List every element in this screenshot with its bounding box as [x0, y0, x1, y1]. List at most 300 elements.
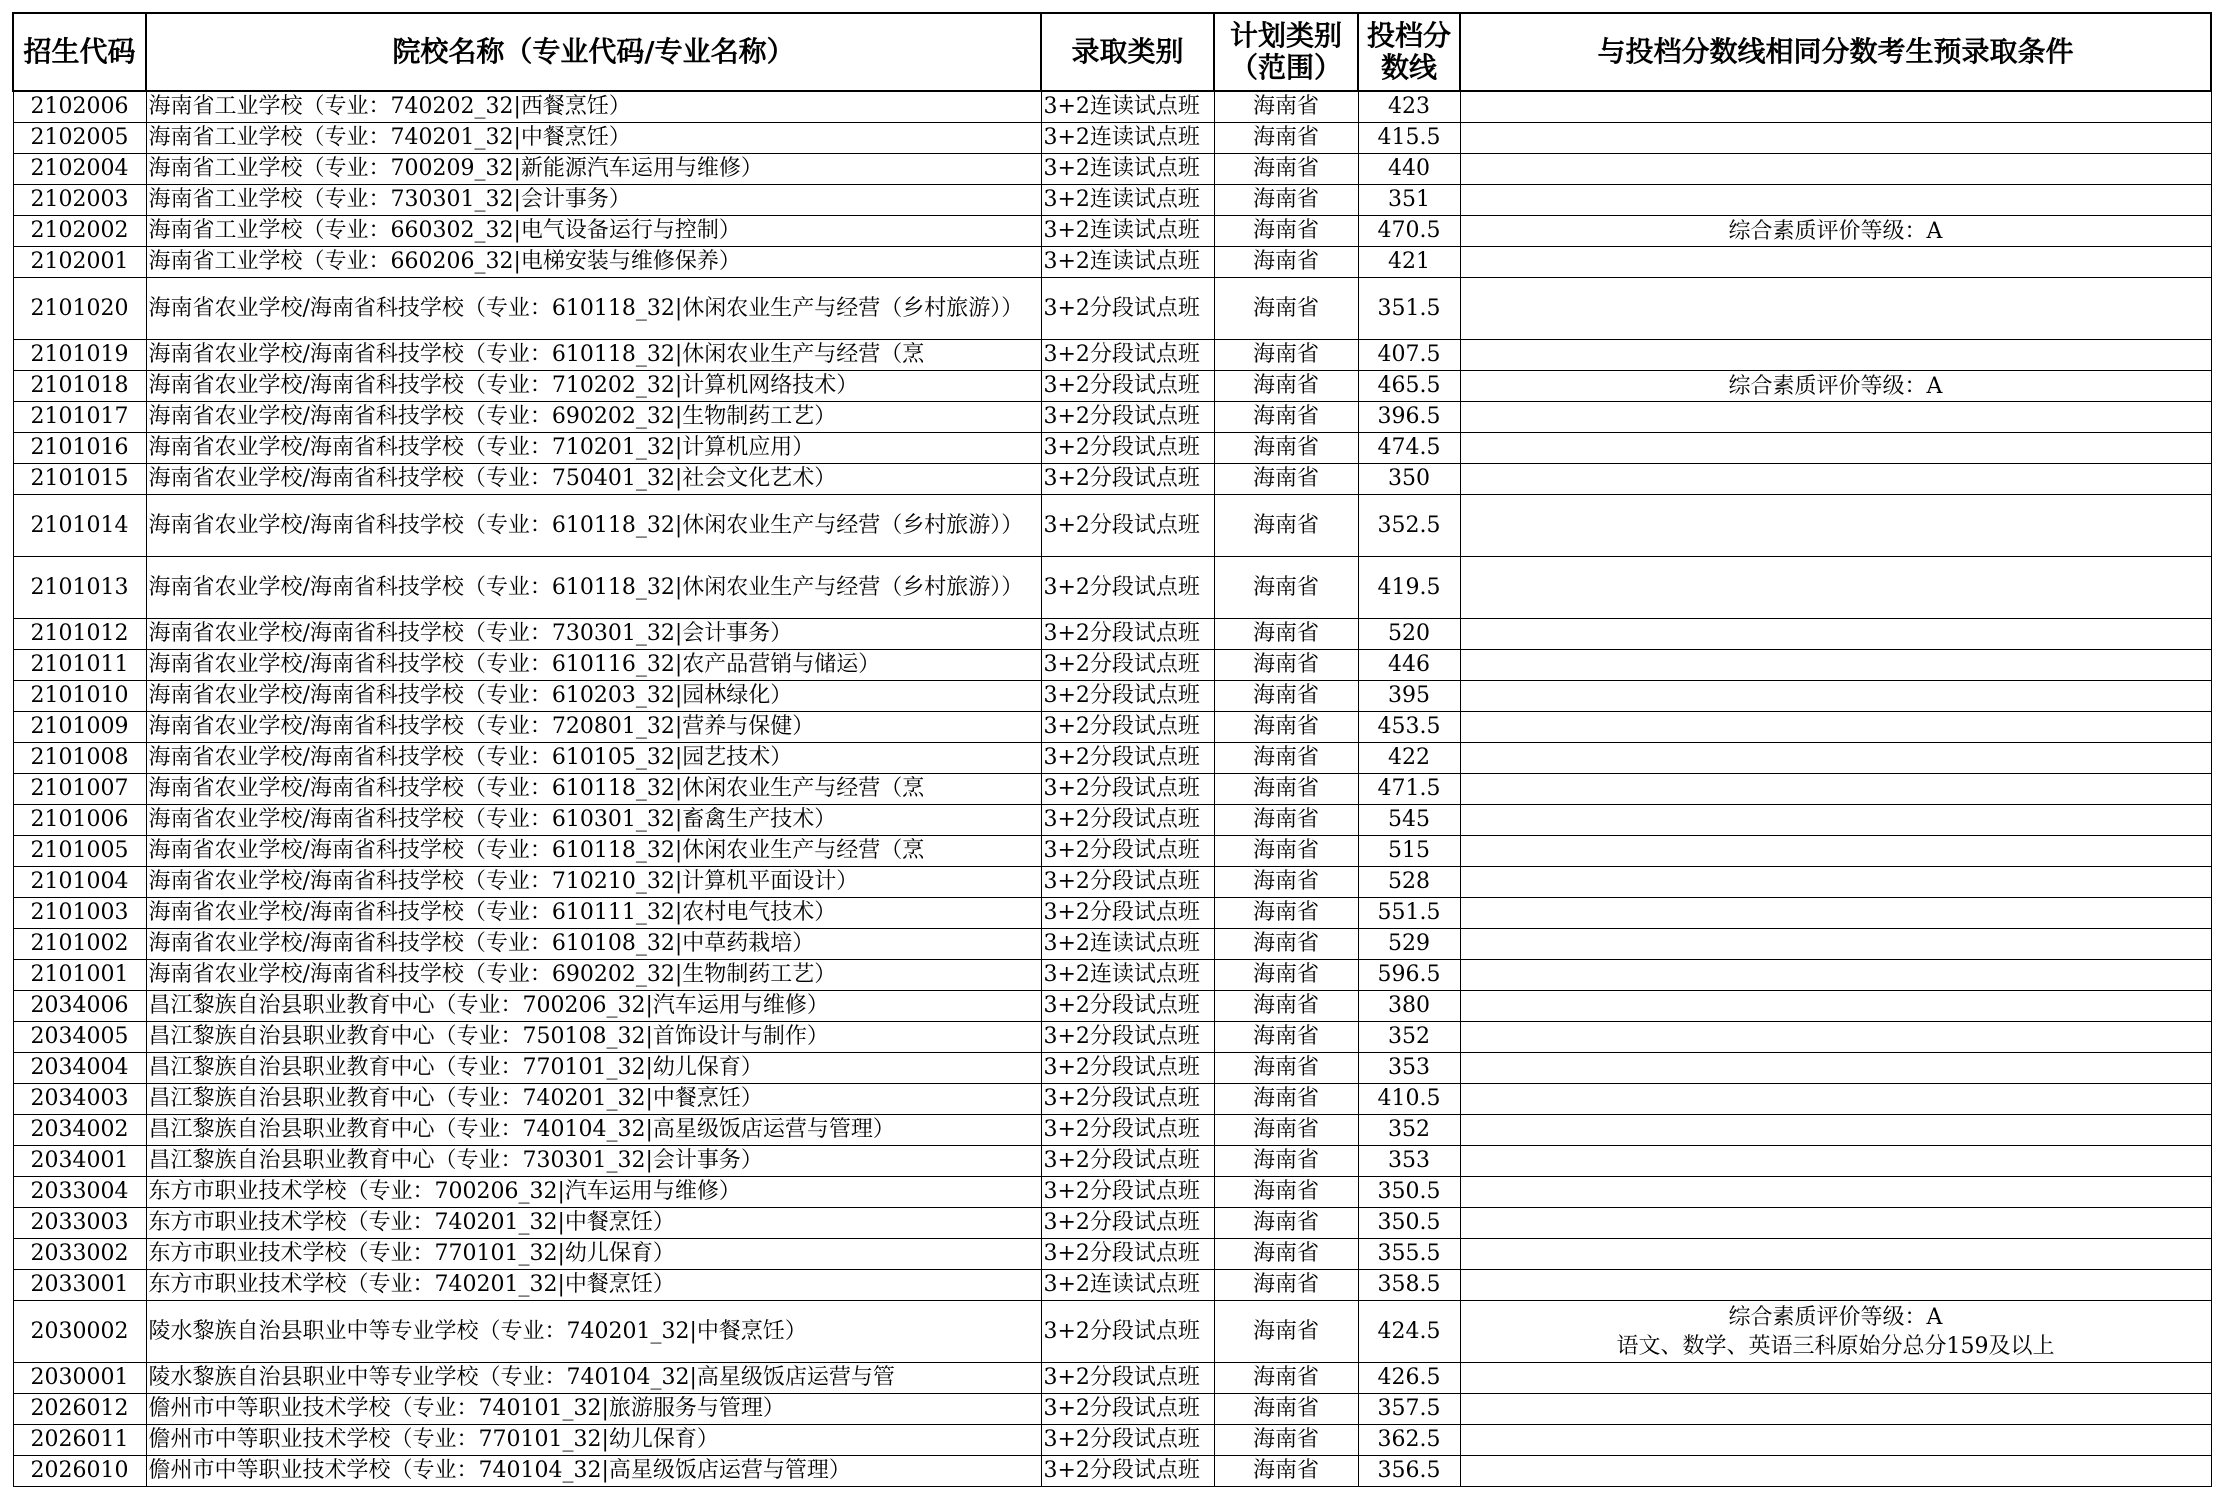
cell-plan-type: 海南省 [1214, 1394, 1358, 1425]
table-row [13, 402, 2211, 433]
cell-plan-type: 海南省 [1214, 278, 1358, 340]
cell-code: 2026011 [13, 1425, 146, 1456]
table-row [13, 1084, 2211, 1115]
cell-plan-type: 海南省 [1214, 91, 1358, 123]
cell-condition [1460, 216, 2211, 247]
cell-score: 356.5 [1358, 1456, 1460, 1487]
table-row [13, 836, 2211, 867]
cell-admit-type: 3+2连读试点班 [1041, 960, 1214, 991]
table-row [13, 278, 2211, 340]
cell-school-name: 海南省工业学校（专业：700209_32|新能源汽车运用与维修） [146, 154, 1041, 185]
cell-condition [1460, 774, 2211, 805]
cell-code: 2101001 [13, 960, 146, 991]
cell-code: 2026012 [13, 1394, 146, 1425]
table-row [13, 154, 2211, 185]
cell-condition [1460, 898, 2211, 929]
cell-condition [1460, 1394, 2211, 1425]
cell-score: 528 [1358, 867, 1460, 898]
cell-code: 2101006 [13, 805, 146, 836]
cell-code: 2102006 [13, 91, 146, 123]
cell-school-name: 海南省工业学校（专业：740202_32|西餐烹饪） [146, 91, 1041, 123]
table-row [13, 650, 2211, 681]
cell-school-name: 儋州市中等职业技术学校（专业：740104_32|高星级饭店运营与管理） [146, 1456, 1041, 1487]
cell-condition [1460, 371, 2211, 402]
header-condition: 与投档分数线相同分数考生预录取条件 [1460, 13, 2211, 91]
cell-code: 2101012 [13, 619, 146, 650]
table-row [13, 185, 2211, 216]
cell-school-name: 海南省农业学校/海南省科技学校（专业：710210_32|计算机平面设计） [146, 867, 1041, 898]
cell-school-name: 海南省工业学校（专业：660206_32|电梯安装与维修保养） [146, 247, 1041, 278]
cell-score: 407.5 [1358, 340, 1460, 371]
cell-school-name: 海南省农业学校/海南省科技学校（专业：610118_32|休闲农业生产与经营（烹 [146, 836, 1041, 867]
cell-plan-type: 海南省 [1214, 1022, 1358, 1053]
cell-code: 2101005 [13, 836, 146, 867]
cell-admit-type: 3+2连读试点班 [1041, 91, 1214, 123]
cell-plan-type: 海南省 [1214, 464, 1358, 495]
cell-score: 355.5 [1358, 1239, 1460, 1270]
cell-condition [1460, 557, 2211, 619]
cell-school-name: 海南省工业学校（专业：660302_32|电气设备运行与控制） [146, 216, 1041, 247]
table-row [13, 371, 2211, 402]
cell-plan-type: 海南省 [1214, 1053, 1358, 1084]
cell-score: 424.5 [1358, 1301, 1460, 1363]
cell-condition [1460, 1146, 2211, 1177]
cell-plan-type: 海南省 [1214, 712, 1358, 743]
cell-score: 415.5 [1358, 123, 1460, 154]
cell-code: 2101014 [13, 495, 146, 557]
cell-admit-type: 3+2分段试点班 [1041, 464, 1214, 495]
table-row [13, 557, 2211, 619]
table-row [13, 991, 2211, 1022]
cell-admit-type: 3+2分段试点班 [1041, 867, 1214, 898]
cell-plan-type: 海南省 [1214, 1146, 1358, 1177]
cell-plan-type: 海南省 [1214, 960, 1358, 991]
cell-code: 2102001 [13, 247, 146, 278]
cell-score: 353 [1358, 1146, 1460, 1177]
cell-school-name: 海南省农业学校/海南省科技学校（专业：730301_32|会计事务） [146, 619, 1041, 650]
cell-school-name: 海南省农业学校/海南省科技学校（专业：610105_32|园艺技术） [146, 743, 1041, 774]
cell-code: 2034004 [13, 1053, 146, 1084]
cell-condition [1460, 805, 2211, 836]
cell-condition [1460, 185, 2211, 216]
cell-admit-type: 3+2分段试点班 [1041, 681, 1214, 712]
cell-code: 2101016 [13, 433, 146, 464]
cell-school-name: 海南省工业学校（专业：730301_32|会计事务） [146, 185, 1041, 216]
cell-plan-type: 海南省 [1214, 371, 1358, 402]
condition-line: 综合素质评价等级：A [1728, 218, 1943, 244]
cell-school-name: 海南省农业学校/海南省科技学校（专业：720801_32|营养与保健） [146, 712, 1041, 743]
cell-plan-type: 海南省 [1214, 154, 1358, 185]
cell-condition [1460, 743, 2211, 774]
table-row [13, 1146, 2211, 1177]
cell-admit-type: 3+2连读试点班 [1041, 216, 1214, 247]
cell-admit-type: 3+2连读试点班 [1041, 929, 1214, 960]
cell-school-name: 海南省农业学校/海南省科技学校（专业：710202_32|计算机网络技术） [146, 371, 1041, 402]
table-row [13, 960, 2211, 991]
table-row [13, 340, 2211, 371]
table-row [13, 681, 2211, 712]
cell-condition [1460, 1177, 2211, 1208]
cell-score: 529 [1358, 929, 1460, 960]
cell-condition [1460, 402, 2211, 433]
cell-condition [1460, 1084, 2211, 1115]
cell-score: 351.5 [1358, 278, 1460, 340]
cell-score: 357.5 [1358, 1394, 1460, 1425]
cell-code: 2101008 [13, 743, 146, 774]
cell-score: 465.5 [1358, 371, 1460, 402]
cell-plan-type: 海南省 [1214, 185, 1358, 216]
admission-score-table [12, 12, 2212, 1487]
cell-admit-type: 3+2分段试点班 [1041, 340, 1214, 371]
cell-plan-type: 海南省 [1214, 1084, 1358, 1115]
cell-school-name: 海南省农业学校/海南省科技学校（专业：610118_32|休闲农业生产与经营（乡村旅游）） [146, 557, 1041, 619]
cell-score: 421 [1358, 247, 1460, 278]
cell-school-name: 昌江黎族自治县职业教育中心（专业：770101_32|幼儿保育） [146, 1053, 1041, 1084]
cell-code: 2026010 [13, 1456, 146, 1487]
condition-line: 语文、数学、英语三科原始分总分159及以上 [1616, 1333, 2055, 1359]
cell-school-name: 陵水黎族自治县职业中等专业学校（专业：740201_32|中餐烹饪） [146, 1301, 1041, 1363]
cell-admit-type: 3+2分段试点班 [1041, 1301, 1214, 1363]
table-body [13, 91, 2211, 1487]
cell-score: 453.5 [1358, 712, 1460, 743]
cell-condition [1460, 91, 2211, 123]
cell-code: 2034002 [13, 1115, 146, 1146]
cell-condition [1460, 1363, 2211, 1394]
table-row [13, 433, 2211, 464]
table-row [13, 216, 2211, 247]
condition-line: 综合素质评价等级：A [1728, 1304, 1943, 1330]
cell-admit-type: 3+2分段试点班 [1041, 743, 1214, 774]
cell-school-name: 儋州市中等职业技术学校（专业：770101_32|幼儿保育） [146, 1425, 1041, 1456]
header-admit-type: 录取类别 [1041, 13, 1214, 91]
cell-code: 2102003 [13, 185, 146, 216]
cell-admit-type: 3+2连读试点班 [1041, 247, 1214, 278]
table-row [13, 1456, 2211, 1487]
cell-score: 350.5 [1358, 1208, 1460, 1239]
table-row [13, 247, 2211, 278]
cell-plan-type: 海南省 [1214, 898, 1358, 929]
cell-code: 2101007 [13, 774, 146, 805]
cell-score: 410.5 [1358, 1084, 1460, 1115]
cell-code: 2102004 [13, 154, 146, 185]
cell-plan-type: 海南省 [1214, 123, 1358, 154]
cell-school-name: 海南省工业学校（专业：740201_32|中餐烹饪） [146, 123, 1041, 154]
cell-school-name: 东方市职业技术学校（专业：740201_32|中餐烹饪） [146, 1270, 1041, 1301]
cell-school-name: 昌江黎族自治县职业教育中心（专业：740104_32|高星级饭店运营与管理） [146, 1115, 1041, 1146]
cell-score: 545 [1358, 805, 1460, 836]
cell-condition [1460, 1208, 2211, 1239]
table-row [13, 1208, 2211, 1239]
cell-admit-type: 3+2连读试点班 [1041, 154, 1214, 185]
cell-condition [1460, 1301, 2211, 1363]
cell-score: 352.5 [1358, 495, 1460, 557]
cell-admit-type: 3+2分段试点班 [1041, 805, 1214, 836]
table-row [13, 1022, 2211, 1053]
cell-plan-type: 海南省 [1214, 402, 1358, 433]
cell-condition [1460, 1115, 2211, 1146]
cell-admit-type: 3+2分段试点班 [1041, 1177, 1214, 1208]
cell-score: 352 [1358, 1115, 1460, 1146]
cell-school-name: 海南省农业学校/海南省科技学校（专业：750401_32|社会文化艺术） [146, 464, 1041, 495]
cell-plan-type: 海南省 [1214, 433, 1358, 464]
cell-condition [1460, 1270, 2211, 1301]
cell-score: 596.5 [1358, 960, 1460, 991]
table-row [13, 1363, 2211, 1394]
cell-code: 2034003 [13, 1084, 146, 1115]
table-row [13, 123, 2211, 154]
cell-condition [1460, 247, 2211, 278]
cell-admit-type: 3+2分段试点班 [1041, 1394, 1214, 1425]
cell-code: 2101013 [13, 557, 146, 619]
header-school-name: 院校名称（专业代码/专业名称） [146, 13, 1041, 91]
table-row [13, 743, 2211, 774]
cell-plan-type: 海南省 [1214, 1425, 1358, 1456]
cell-admit-type: 3+2分段试点班 [1041, 774, 1214, 805]
cell-condition [1460, 1053, 2211, 1084]
cell-admit-type: 3+2分段试点班 [1041, 278, 1214, 340]
cell-code: 2033002 [13, 1239, 146, 1270]
cell-plan-type: 海南省 [1214, 867, 1358, 898]
cell-score: 358.5 [1358, 1270, 1460, 1301]
cell-admit-type: 3+2分段试点班 [1041, 557, 1214, 619]
cell-admit-type: 3+2分段试点班 [1041, 619, 1214, 650]
cell-plan-type: 海南省 [1214, 1456, 1358, 1487]
cell-school-name: 海南省农业学校/海南省科技学校（专业：610118_32|休闲农业生产与经营（乡村旅游）） [146, 278, 1041, 340]
cell-school-name: 海南省农业学校/海南省科技学校（专业：690202_32|生物制药工艺） [146, 960, 1041, 991]
cell-code: 2101020 [13, 278, 146, 340]
cell-admit-type: 3+2分段试点班 [1041, 898, 1214, 929]
cell-school-name: 海南省农业学校/海南省科技学校（专业：610111_32|农村电气技术） [146, 898, 1041, 929]
condition-line: 综合素质评价等级：A [1728, 373, 1943, 399]
cell-score: 423 [1358, 91, 1460, 123]
cell-condition [1460, 154, 2211, 185]
cell-admit-type: 3+2分段试点班 [1041, 1239, 1214, 1270]
cell-school-name: 海南省农业学校/海南省科技学校（专业：690202_32|生物制药工艺） [146, 402, 1041, 433]
table-row [13, 619, 2211, 650]
table-row [13, 867, 2211, 898]
cell-school-name: 海南省农业学校/海南省科技学校（专业：610203_32|园林绿化） [146, 681, 1041, 712]
table-row [13, 805, 2211, 836]
cell-code: 2101019 [13, 340, 146, 371]
cell-school-name: 海南省农业学校/海南省科技学校（专业：610116_32|农产品营销与储运） [146, 650, 1041, 681]
table-row [13, 1425, 2211, 1456]
table-row [13, 1270, 2211, 1301]
header-code: 招生代码 [13, 13, 146, 91]
cell-condition [1460, 433, 2211, 464]
cell-admit-type: 3+2分段试点班 [1041, 712, 1214, 743]
cell-score: 362.5 [1358, 1425, 1460, 1456]
cell-plan-type: 海南省 [1214, 557, 1358, 619]
cell-condition [1460, 712, 2211, 743]
cell-admit-type: 3+2分段试点班 [1041, 402, 1214, 433]
cell-code: 2101009 [13, 712, 146, 743]
cell-admit-type: 3+2分段试点班 [1041, 495, 1214, 557]
cell-admit-type: 3+2分段试点班 [1041, 1425, 1214, 1456]
cell-admit-type: 3+2分段试点班 [1041, 1115, 1214, 1146]
cell-plan-type: 海南省 [1214, 216, 1358, 247]
cell-admit-type: 3+2分段试点班 [1041, 1084, 1214, 1115]
cell-school-name: 昌江黎族自治县职业教育中心（专业：730301_32|会计事务） [146, 1146, 1041, 1177]
cell-plan-type: 海南省 [1214, 247, 1358, 278]
cell-admit-type: 3+2分段试点班 [1041, 1053, 1214, 1084]
cell-school-name: 海南省农业学校/海南省科技学校（专业：610108_32|中草药栽培） [146, 929, 1041, 960]
header-plan-type: 计划类别（范围） [1214, 13, 1358, 91]
cell-code: 2034001 [13, 1146, 146, 1177]
table-row [13, 464, 2211, 495]
cell-score: 422 [1358, 743, 1460, 774]
cell-condition [1460, 867, 2211, 898]
cell-school-name: 昌江黎族自治县职业教育中心（专业：740201_32|中餐烹饪） [146, 1084, 1041, 1115]
cell-school-name: 海南省农业学校/海南省科技学校（专业：610301_32|畜禽生产技术） [146, 805, 1041, 836]
cell-admit-type: 3+2分段试点班 [1041, 1146, 1214, 1177]
table-header-row [13, 13, 2211, 91]
cell-code: 2101010 [13, 681, 146, 712]
cell-admit-type: 3+2连读试点班 [1041, 1270, 1214, 1301]
cell-school-name: 东方市职业技术学校（专业：700206_32|汽车运用与维修） [146, 1177, 1041, 1208]
cell-plan-type: 海南省 [1214, 650, 1358, 681]
table-row [13, 1115, 2211, 1146]
cell-score: 515 [1358, 836, 1460, 867]
cell-plan-type: 海南省 [1214, 1301, 1358, 1363]
cell-condition [1460, 464, 2211, 495]
cell-score: 520 [1358, 619, 1460, 650]
cell-code: 2033003 [13, 1208, 146, 1239]
cell-plan-type: 海南省 [1214, 836, 1358, 867]
cell-score: 380 [1358, 991, 1460, 1022]
cell-code: 2101018 [13, 371, 146, 402]
table-row [13, 1239, 2211, 1270]
cell-score: 419.5 [1358, 557, 1460, 619]
cell-score: 471.5 [1358, 774, 1460, 805]
cell-code: 2101011 [13, 650, 146, 681]
cell-school-name: 海南省农业学校/海南省科技学校（专业：610118_32|休闲农业生产与经营（烹 [146, 774, 1041, 805]
cell-admit-type: 3+2分段试点班 [1041, 371, 1214, 402]
cell-admit-type: 3+2分段试点班 [1041, 1456, 1214, 1487]
cell-plan-type: 海南省 [1214, 1363, 1358, 1394]
cell-school-name: 海南省农业学校/海南省科技学校（专业：610118_32|休闲农业生产与经营（乡村旅游）） [146, 495, 1041, 557]
cell-score: 446 [1358, 650, 1460, 681]
cell-admit-type: 3+2分段试点班 [1041, 1022, 1214, 1053]
cell-code: 2101003 [13, 898, 146, 929]
cell-condition [1460, 836, 2211, 867]
cell-condition [1460, 650, 2211, 681]
cell-admit-type: 3+2分段试点班 [1041, 433, 1214, 464]
cell-plan-type: 海南省 [1214, 1270, 1358, 1301]
cell-score: 353 [1358, 1053, 1460, 1084]
cell-condition [1460, 1456, 2211, 1487]
cell-admit-type: 3+2分段试点班 [1041, 991, 1214, 1022]
cell-condition [1460, 991, 2211, 1022]
cell-admit-type: 3+2分段试点班 [1041, 650, 1214, 681]
cell-admit-type: 3+2分段试点班 [1041, 1208, 1214, 1239]
cell-plan-type: 海南省 [1214, 1115, 1358, 1146]
cell-plan-type: 海南省 [1214, 340, 1358, 371]
cell-plan-type: 海南省 [1214, 1239, 1358, 1270]
cell-condition [1460, 495, 2211, 557]
cell-school-name: 东方市职业技术学校（专业：740201_32|中餐烹饪） [146, 1208, 1041, 1239]
cell-admit-type: 3+2连读试点班 [1041, 123, 1214, 154]
cell-plan-type: 海南省 [1214, 805, 1358, 836]
cell-plan-type: 海南省 [1214, 495, 1358, 557]
cell-condition [1460, 340, 2211, 371]
table-row [13, 929, 2211, 960]
cell-admit-type: 3+2分段试点班 [1041, 1363, 1214, 1394]
cell-score: 395 [1358, 681, 1460, 712]
cell-condition [1460, 929, 2211, 960]
cell-condition [1460, 960, 2211, 991]
table-row [13, 1053, 2211, 1084]
table-row [13, 1301, 2211, 1363]
cell-plan-type: 海南省 [1214, 774, 1358, 805]
table-row [13, 712, 2211, 743]
table-row [13, 91, 2211, 123]
header-score: 投档分数线 [1358, 13, 1460, 91]
cell-code: 2101015 [13, 464, 146, 495]
cell-school-name: 东方市职业技术学校（专业：770101_32|幼儿保育） [146, 1239, 1041, 1270]
cell-score: 551.5 [1358, 898, 1460, 929]
cell-condition [1460, 1425, 2211, 1456]
cell-score: 350 [1358, 464, 1460, 495]
cell-code: 2034006 [13, 991, 146, 1022]
cell-score: 351 [1358, 185, 1460, 216]
cell-school-name: 陵水黎族自治县职业中等专业学校（专业：740104_32|高星级饭店运营与管 [146, 1363, 1041, 1394]
cell-school-name: 儋州市中等职业技术学校（专业：740101_32|旅游服务与管理） [146, 1394, 1041, 1425]
cell-code: 2030002 [13, 1301, 146, 1363]
cell-score: 352 [1358, 1022, 1460, 1053]
cell-score: 350.5 [1358, 1177, 1460, 1208]
cell-score: 440 [1358, 154, 1460, 185]
cell-school-name: 海南省农业学校/海南省科技学校（专业：710201_32|计算机应用） [146, 433, 1041, 464]
cell-condition [1460, 681, 2211, 712]
cell-plan-type: 海南省 [1214, 991, 1358, 1022]
cell-code: 2030001 [13, 1363, 146, 1394]
cell-code: 2101002 [13, 929, 146, 960]
table-row [13, 898, 2211, 929]
cell-code: 2102005 [13, 123, 146, 154]
cell-score: 470.5 [1358, 216, 1460, 247]
cell-plan-type: 海南省 [1214, 619, 1358, 650]
cell-plan-type: 海南省 [1214, 929, 1358, 960]
cell-school-name: 海南省农业学校/海南省科技学校（专业：610118_32|休闲农业生产与经营（烹 [146, 340, 1041, 371]
cell-admit-type: 3+2连读试点班 [1041, 185, 1214, 216]
table-row [13, 1177, 2211, 1208]
cell-score: 474.5 [1358, 433, 1460, 464]
cell-plan-type: 海南省 [1214, 1177, 1358, 1208]
table-row [13, 495, 2211, 557]
cell-score: 426.5 [1358, 1363, 1460, 1394]
cell-admit-type: 3+2分段试点班 [1041, 836, 1214, 867]
cell-code: 2101004 [13, 867, 146, 898]
cell-plan-type: 海南省 [1214, 1208, 1358, 1239]
cell-code: 2101017 [13, 402, 146, 433]
cell-school-name: 昌江黎族自治县职业教育中心（专业：700206_32|汽车运用与维修） [146, 991, 1041, 1022]
cell-condition [1460, 1022, 2211, 1053]
table-row [13, 1394, 2211, 1425]
cell-condition [1460, 123, 2211, 154]
cell-plan-type: 海南省 [1214, 681, 1358, 712]
cell-code: 2102002 [13, 216, 146, 247]
cell-code: 2033001 [13, 1270, 146, 1301]
cell-school-name: 昌江黎族自治县职业教育中心（专业：750108_32|首饰设计与制作） [146, 1022, 1041, 1053]
cell-code: 2033004 [13, 1177, 146, 1208]
cell-condition [1460, 1239, 2211, 1270]
table-row [13, 774, 2211, 805]
cell-score: 396.5 [1358, 402, 1460, 433]
cell-condition [1460, 278, 2211, 340]
cell-condition [1460, 619, 2211, 650]
cell-plan-type: 海南省 [1214, 743, 1358, 774]
cell-code: 2034005 [13, 1022, 146, 1053]
